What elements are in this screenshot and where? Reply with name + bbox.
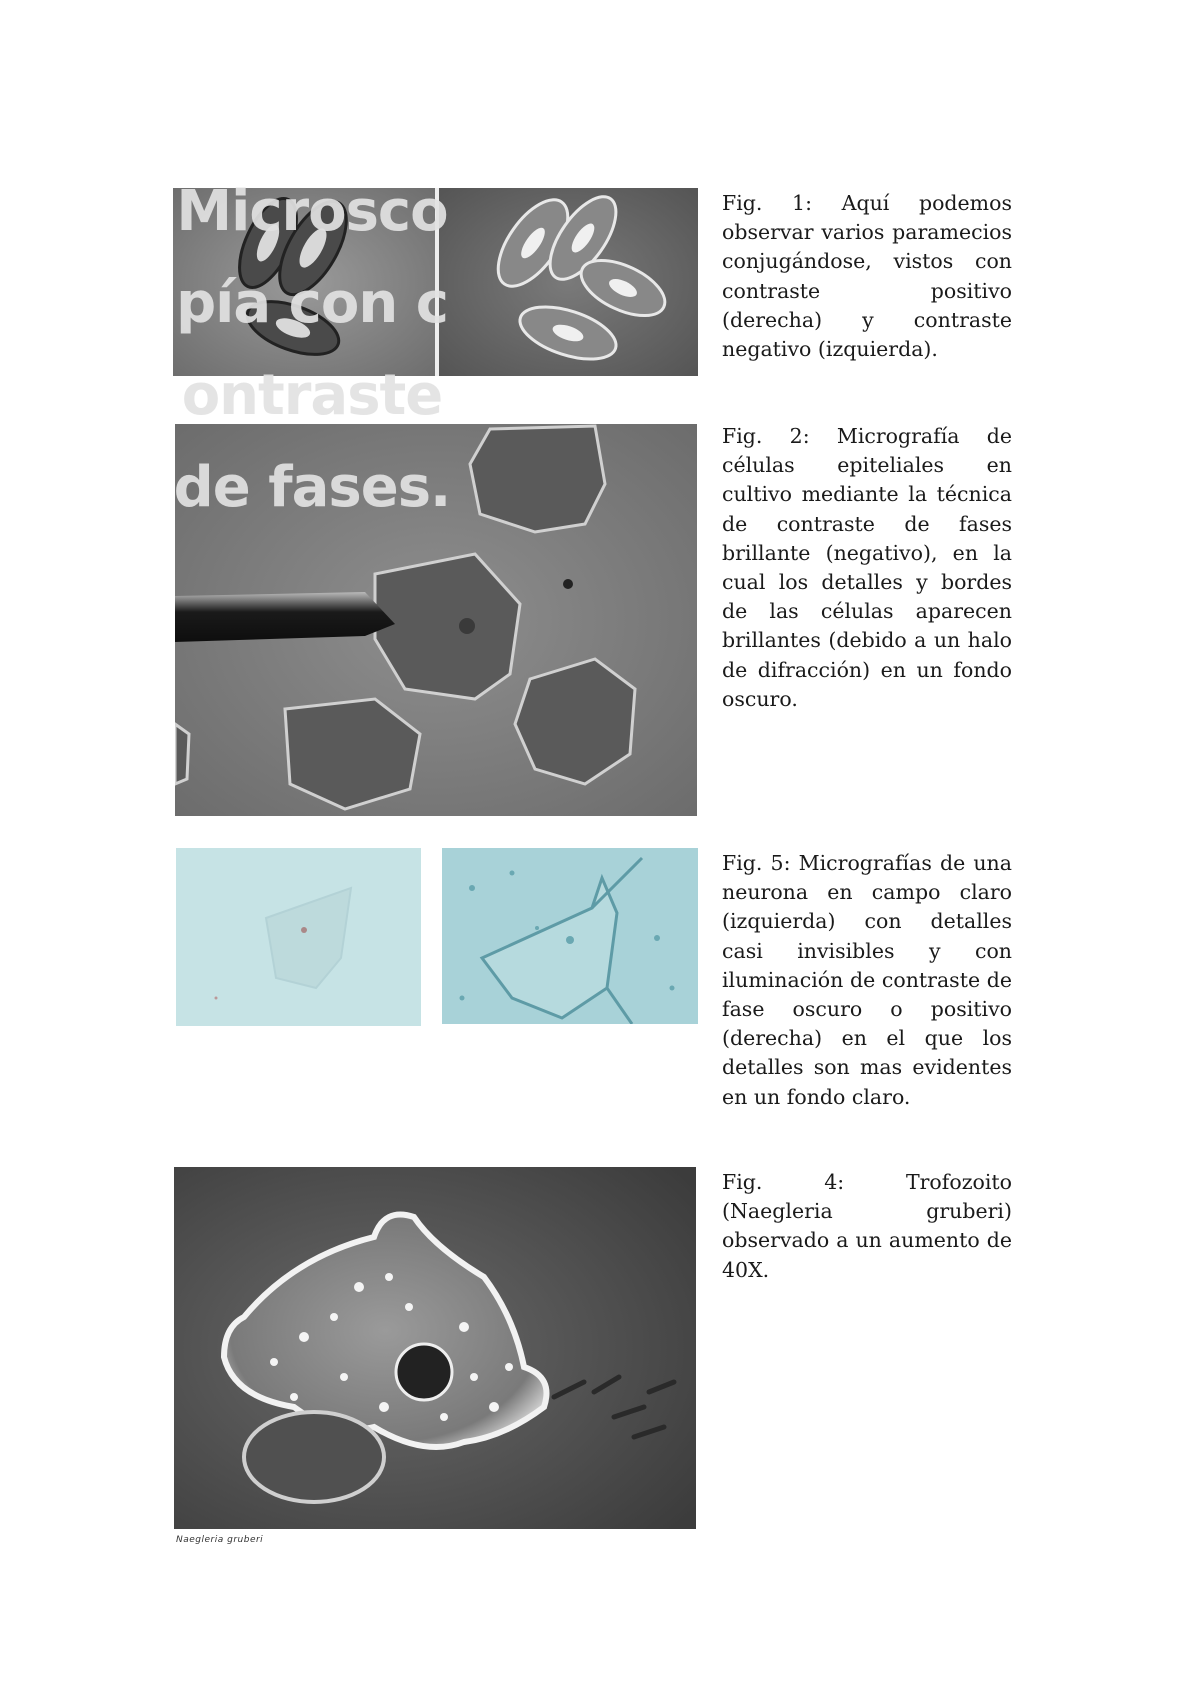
figure-4-trophozoite-image [174,1167,696,1529]
figure-1-caption: Fig. 1: Aquí podemos observar varios paramecios conjugándose, vistos con contraste positivo (derecha) y contraste negativo (izquierda). [722,191,1012,362]
figure-5-brightfield-micrograph [176,848,421,1026]
figure-5-neuron-phase-contrast-image [442,848,698,1024]
figure-5-caption: Fig. 5: Micrografías de una neurona en campo claro (izquierda) con detalles casi invisibles y con iluminación de contraste de fase oscuro o positivo (derecha) en el que los detalles son mas evidentes en un fondo claro. [722,851,1012,1109]
figure-5-phase-micrograph [442,848,698,1024]
figure-4-micrograph [174,1167,696,1529]
document-title-overlay: Microscopía con contraste de fases. [173,179,451,520]
figure-5-neuron-brightfield-image [176,848,421,1026]
figure-4-image-label: Naegleria gruberi [176,1535,264,1545]
figure-2-caption: Fig. 2: Micrografía de células epiteliales en cultivo mediante la técnica de contraste de fases brillante (negativo), en la cual los detalles y bordes de las células aparecen brillantes (debido a un halo de difracción) en un fondo oscuro. [722,424,1012,711]
figure-4-caption: Fig. 4: Trofozoito (Naegleria gruberi) observado a un aumento de 40X. [722,1170,1012,1282]
